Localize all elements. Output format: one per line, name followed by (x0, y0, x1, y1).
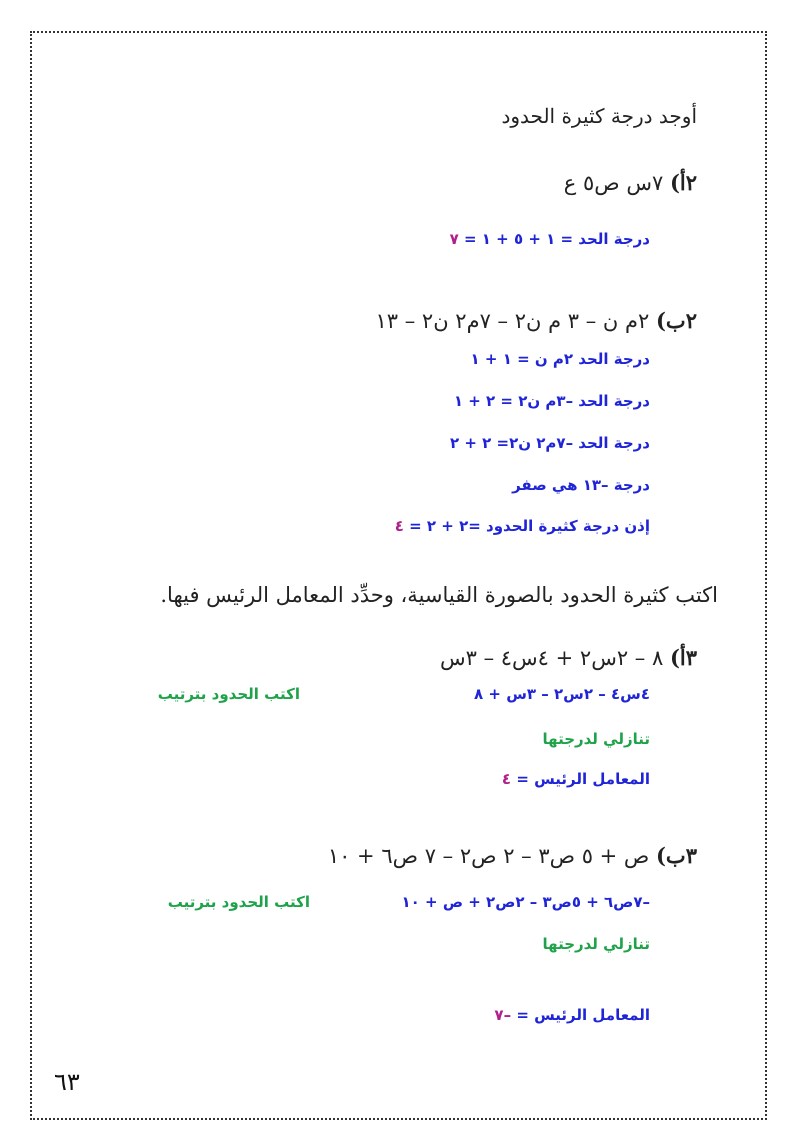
heading-find-degree: أوجد درجة كثيرة الحدود (501, 104, 697, 128)
answer-2b-line4: درجة –١٣ هي صفر (512, 476, 650, 494)
answer-2b-line2: درجة الحد –٣م ن٢ = ٢ + ١ (453, 392, 650, 410)
problem-2b-expression: ٢م ن – ٣ م ن٢ – ٧م٢ ن٢ – ١٣ (375, 309, 650, 333)
note-3a-order: اكتب الحدود بترتيب (157, 685, 300, 703)
answer-2b-line3: درجة الحد –٧م٢ ن٢= ٢ + ٢ (449, 434, 650, 452)
problem-2b (375, 308, 697, 333)
answer-2b-line1: درجة الحد ٢م ن = ١ + ١ (470, 350, 650, 368)
problem-3a-expression: ٨ – ٢س٢ + ٤س٤ – ٣س (439, 646, 664, 670)
answer-3a-leading-coefficient: المعامل الرئيس = ٤ (501, 770, 650, 788)
note-3a-descending: تنازلي لدرجتها (542, 730, 650, 748)
note-3b-order: اكتب الحدود بترتيب (167, 893, 310, 911)
problem-3b-expression: ص + ٥ ص٣ – ٢ ص٢ – ٧ ص٦ + ١٠ (327, 844, 650, 868)
page-number: ٦٣ (54, 1068, 80, 1096)
heading-standard-form: اكتب كثيرة الحدود بالصورة القياسية، وحدِّد المعامل الرئيس فيها. (160, 583, 718, 607)
problem-3a-label: ٣أ) (669, 645, 697, 670)
answer-3b-standard-form: –٧ص٦ + ٥ص٣ – ٢ص٢ + ص + ١٠ (401, 893, 650, 911)
problem-3b-label: ٣ب) (656, 843, 697, 868)
problem-3a (440, 645, 697, 670)
problem-2b-label: ٢ب) (656, 308, 697, 333)
problem-2a (564, 170, 697, 195)
problem-2a-label: ٢أ) (669, 170, 697, 195)
answer-2b-conclusion: إذن درجة كثيرة الحدود =٢ + ٢ = ٤ (394, 517, 650, 535)
answer-3a-standard-form: ٤س٤ – ٢س٢ – ٣س + ٨ (474, 685, 650, 703)
answer-3b-leading-coefficient: المعامل الرئيس = –٧ (494, 1006, 650, 1024)
answer-2a: درجة الحد = ١ + ٥ + ١ = ٧ (449, 230, 650, 248)
problem-3b (328, 843, 697, 868)
problem-2a-expression: ٧س ص٥ ع (563, 171, 664, 195)
note-3b-descending: تنازلي لدرجتها (542, 935, 650, 953)
